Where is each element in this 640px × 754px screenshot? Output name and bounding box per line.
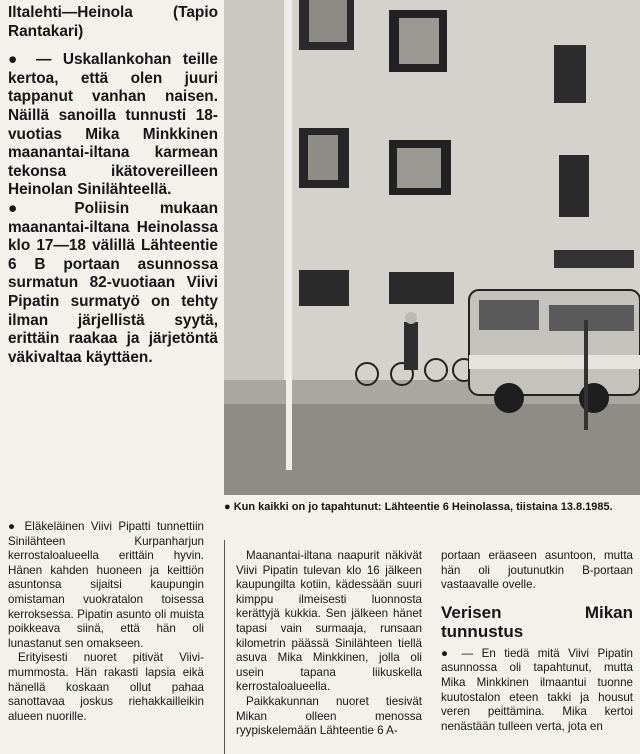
lead-paragraph-1: ● — Uskallankohan teille kertoa, että olen juuri tappanut vanhan naisen. Näillä sanoilla tunnusti 18-vuotias Mika Minkkinen maanantai-iltana karmean tekonsa ikätovereilleen Heinolan Sinilähteellä. xyxy=(8,51,218,199)
subheading: Verisen Mikan tunnustus xyxy=(441,602,633,641)
column-a-paragraph-2: Erityisesti nuoret pitivät Viivi-mummosta. Hän rakasti lapsia eikä hänellä koskaan ollut pahaa sanottavaa joskus riehakkailleikin alueen nuorille. xyxy=(8,651,204,723)
article-source: Iltalehti—Heinola (Tapio Rantakari) xyxy=(8,4,218,40)
column-a-paragraph-1: ● Eläkeläinen Viivi Pipatti tunnettiin Sinilähteen Kurpanharjun kerrostaloalueella erittäin hyvin. Hänen kahden huoneen ja keittiön asuntonsa sijaitsi kaupungin omistaman vuokratalon toisessa kerroksessa. Pipatin asunto oli muista poikkeava siinä, että hän oli lunastanut sen omakseen. xyxy=(8,520,204,650)
column-c-paragraph-1: portaan eräaseen asuntoon, mutta hän oli joutunutkin B-portaan vastaavalle ovelle. xyxy=(441,549,633,592)
lead-paragraph-2: ● Poliisin mukaan maanantai-iltana Heinolassa klo 17—18 välillä Lähteentie 6 B portaan asunnossa surmatun 82-vuotiaan Viivi Pipatin surmatyö on tehty ilman järjellistä syytä, erittäin raakaa ja järjetöntä väkivaltaa käyttäen. xyxy=(8,199,218,366)
lead-column xyxy=(8,4,218,367)
column-rule xyxy=(224,540,225,754)
photo-caption: ● Kun kaikki on jo tapahtunut: Lähteentie 6 Heinolassa, tiistaina 13.8.1985. xyxy=(224,501,613,513)
apartment-building-photo xyxy=(224,0,640,495)
column-c-paragraph-2: ● — En tiedä mitä Viivi Pipatin asunnossa oli tapahtunut, mutta Mika Minkkinen ilmaantui tuonne kuutostalon eteen takki ja housut veren peittämina. Mika kertoi nenästään tulleen verta, jota en xyxy=(441,646,633,733)
body-column-b xyxy=(236,549,422,739)
column-b-paragraph-2: Paikkakunnan nuoret tiesivät Mikan olleen menossa ryypiskelemään Lähteentie 6 A- xyxy=(236,694,422,738)
column-b-paragraph-1: Maanantai-iltana naapurit näkivät Viivi Pipatin tulevan klo 16 jälkeen kaupungilta kotiin, kädessään suuri kimppu ilmeisesti luonnosta kerättyjä kukkia. Sen jälkeen hänet tapasi vain surmaaja, runsaan kilometrin päässä Sinilähteen tiellä asuva Mika Minkkinen, jolla oli usein tapana liikuskella kerrostaloalueella. xyxy=(236,549,422,694)
body-column-c xyxy=(441,549,633,734)
body-column-a xyxy=(8,520,204,724)
